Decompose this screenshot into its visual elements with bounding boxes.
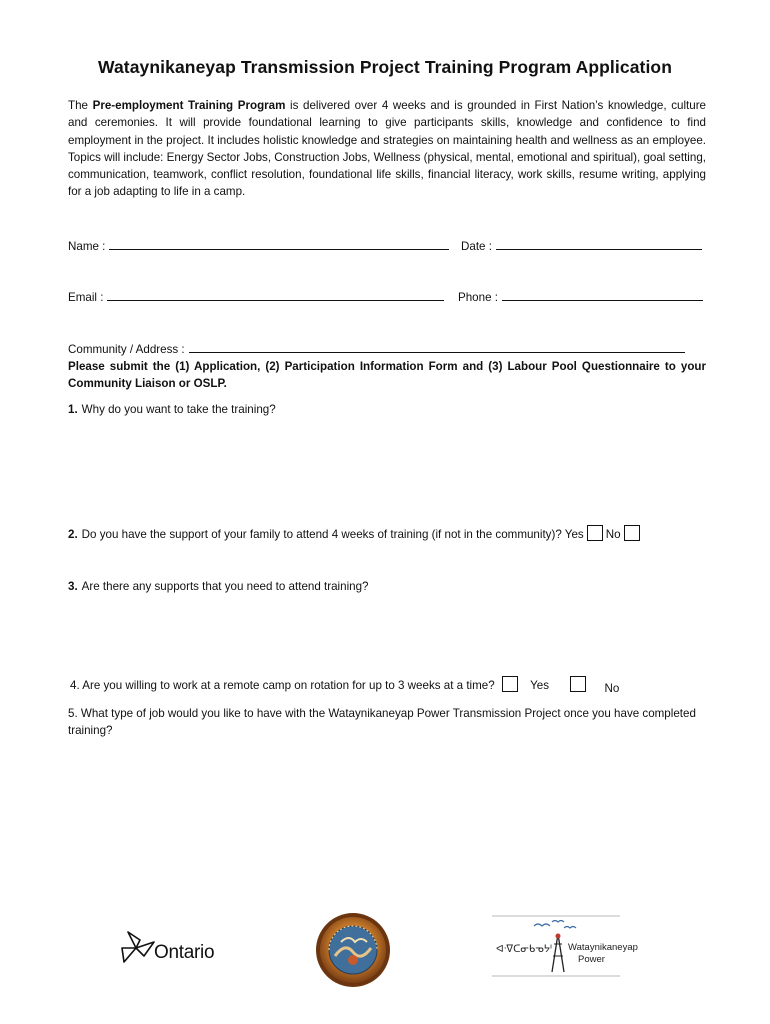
question-3-text: Are there any supports that you need to attend training?	[81, 580, 369, 593]
name-field-row	[68, 237, 449, 253]
community-label: Community / Address :	[68, 343, 185, 356]
phone-label: Phone :	[458, 291, 498, 304]
q4-yes-checkbox[interactable]	[502, 676, 518, 692]
question-3	[68, 580, 369, 593]
phone-field-row	[458, 288, 703, 304]
submission-notice: Please submit the (1) Application, (2) Participation Information Form and (3) Labour Pool Questionnaire to your Community Liaison or OSLP.	[68, 360, 706, 390]
q2-no-label: No	[605, 528, 621, 541]
ontario-wordmark: Ontario	[154, 942, 215, 963]
wp-name-line1: Wataynikaneyap	[568, 942, 638, 953]
community-address-field[interactable]	[189, 340, 685, 353]
date-label: Date :	[461, 240, 492, 253]
question-4	[70, 676, 620, 695]
program-name: Pre-employment Training Program	[92, 99, 286, 112]
question-4-text: 4. Are you willing to work at a remote camp on rotation for up to 3 weeks at a time?	[70, 679, 495, 692]
phone-field[interactable]	[502, 288, 703, 301]
ontario-logo	[118, 928, 228, 968]
intro-paragraph: The Pre-employment Training Program is delivered over 4 weeks and is grounded in First Nation’s knowledge, culture and ceremonies. It will provide foundational learning to give participants skills, knowledge and confidence to find employment in the project. It includes holistic knowledge and strategies on maintaining health and wellness as an employee. Topics will include: Energy Sector Jobs, Construction Jobs, Wellness (physical, mental, emotional and spiritual), goal setting, communication, teamwork, conflict resolution, foundational life skills, financial literacy, work skills, resume writing, applying for a job adapting to life in a camp.	[68, 99, 706, 199]
q4-yes-label: Yes	[530, 679, 550, 692]
question-1	[68, 403, 276, 416]
q2-no-checkbox[interactable]	[624, 525, 640, 541]
question-2	[68, 525, 643, 541]
q4-no-label: No	[604, 682, 620, 695]
wp-syllabics: ᐊᐧᐁᑕᓂᑲᓀᔭᑊ	[496, 944, 552, 955]
q2-yes-checkbox[interactable]	[587, 525, 603, 541]
email-field[interactable]	[107, 288, 444, 301]
page-title: Wataynikaneyap Transmission Project Training Program Application	[98, 57, 672, 77]
wataynikaneyap-power-logo	[492, 914, 638, 978]
q4-no-checkbox[interactable]	[570, 676, 586, 692]
question-3-number: 3.	[68, 580, 78, 593]
wp-name-line2: Power	[578, 954, 605, 965]
email-label: Email :	[68, 291, 104, 304]
community-field-row	[68, 340, 685, 356]
email-field-row	[68, 288, 444, 304]
seal-logo	[315, 912, 391, 988]
question-1-text: Why do you want to take the training?	[81, 403, 276, 416]
question-2-text: Do you have the support of your family to attend 4 weeks of training (if not in the community)? Yes	[81, 528, 584, 541]
seal-emblem-icon	[315, 912, 391, 988]
question-5: 5. What type of job would you like to have with the Wataynikaneyap Power Transmission Project once you have completed training?	[68, 707, 696, 737]
trillium-icon	[118, 928, 158, 968]
date-field-row	[461, 237, 702, 253]
question-1-number: 1.	[68, 403, 78, 416]
date-field[interactable]	[496, 237, 702, 250]
name-label: Name :	[68, 240, 106, 253]
name-field[interactable]	[109, 237, 449, 250]
question-2-number: 2.	[68, 528, 78, 541]
